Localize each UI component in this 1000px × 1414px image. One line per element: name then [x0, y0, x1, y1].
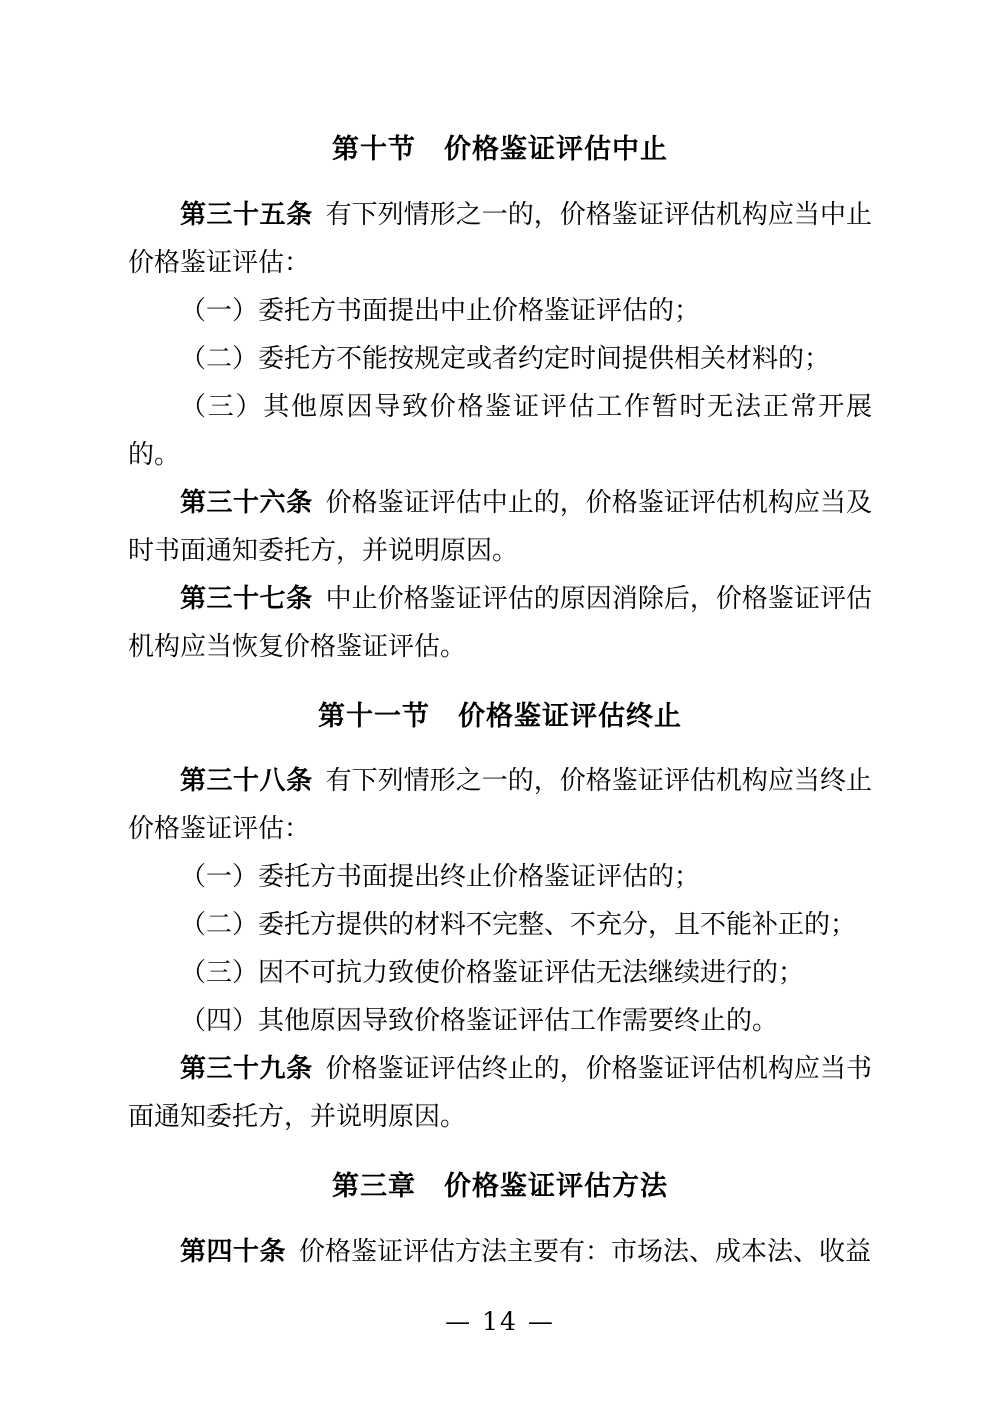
page-number: — 14 — [445, 1307, 555, 1336]
article-35-item-1: （一）委托方书面提出中止价格鉴证评估的； [180, 295, 701, 326]
article-38-number: 第三十八条 [180, 766, 313, 796]
article-39 [128, 1045, 872, 1141]
article-38-item-4: （四）其他原因导致价格鉴证评估工作需要终止的。 [180, 1006, 779, 1036]
section-heading-10: 第十节 价格鉴证评估中止 [332, 134, 668, 165]
article-39-number: 第三十九条 [180, 1054, 313, 1084]
article-40 [128, 1228, 872, 1276]
article-39-text: 价格鉴证评估终止的，价格鉴证评估机构应当书面通知委托方，并说明原因。 [128, 1054, 872, 1132]
article-36-text: 价格鉴证评估中止的，价格鉴证评估机构应当及时书面通知委托方，并说明原因。 [128, 487, 872, 566]
chapter-heading-3: 第三章 价格鉴证评估方法 [332, 1171, 668, 1202]
article-36 [128, 479, 872, 575]
article-37 [128, 575, 872, 671]
article-40-number: 第四十条 [180, 1236, 287, 1267]
article-40-text: 价格鉴证评估方法主要有：市场法、成本法、收益 [299, 1236, 872, 1267]
article-38-item-2: （二）委托方提供的材料不完整、不充分，且不能补正的； [180, 910, 857, 940]
document-body [128, 130, 872, 1276]
article-35-item-3: （三）其他原因导致价格鉴证评估工作暂时无法正常开展的。 [128, 391, 872, 470]
article-38-item-3: （三）因不可抗力致使价格鉴证评估无法继续进行的； [180, 958, 805, 988]
section-heading-11: 第十一节 价格鉴证评估终止 [318, 700, 682, 732]
article-35-item-2: （二）委托方不能按规定或者约定时间提供相关材料的； [180, 343, 831, 374]
article-38 [128, 757, 872, 853]
article-37-text: 中止价格鉴证评估的原因消除后，价格鉴证评估机构应当恢复价格鉴证评估。 [128, 583, 872, 662]
article-36-number: 第三十六条 [180, 487, 313, 518]
article-38-item-1: （一）委托方书面提出终止价格鉴证评估的； [180, 862, 701, 892]
article-35-number: 第三十五条 [180, 199, 313, 230]
article-35 [128, 191, 872, 287]
article-38-text: 有下列情形之一的，价格鉴证评估机构应当终止价格鉴证评估： [128, 766, 872, 844]
article-35-text: 有下列情形之一的，价格鉴证评估机构应当中止价格鉴证评估： [128, 199, 872, 278]
article-37-number: 第三十七条 [180, 583, 313, 614]
